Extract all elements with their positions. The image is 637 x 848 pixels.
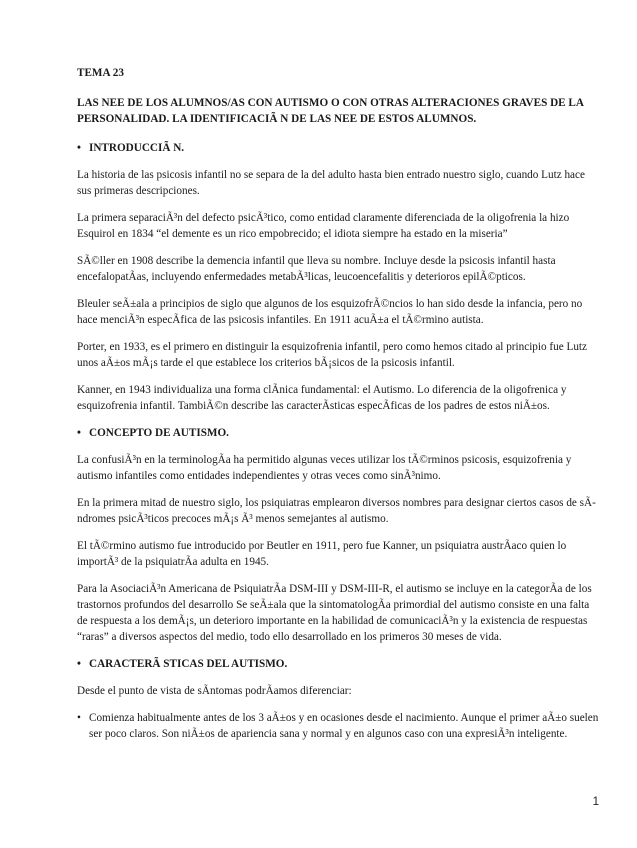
section-heading-caracteristicas (77, 656, 601, 672)
paragraph: La historia de las psicosis infantil no se separa de la del adulto hasta bien entrado nuestro siglo, cuando Lutz hace sus primeras descripciones. (77, 169, 585, 197)
paragraph: SÃ©ller en 1908 describe la demencia infantil que lleva su nombre. Incluye desde la psicosis infantil hasta encefalopatÃas, incluyendo enfermedades metabÃ³licas, leucoencefalitis y deterioros epilÃ©pticos. (77, 255, 556, 283)
paragraph: Desde el punto de vista de sÃntomas podrÃamos diferenciar: (77, 685, 352, 697)
bullet-icon: • (77, 427, 81, 439)
section-heading-introduccion (77, 140, 601, 156)
paragraph: En la primera mitad de nuestro siglo, los psiquiatras emplearon diversos nombres para designar ciertos casos de sÃndromes psicÃ³ticos precoces mÃ¡s Ã³ menos semejantes al autismo. (77, 497, 596, 525)
paragraph: Bleuler seÃ±ala a principios de siglo que algunos de los esquizofrÃ©ncios lo han sido desde la infancia, pero no hace menciÃ³n especÃfica de las psicosis infantiles. En 1911 acuÃ±a el tÃ©rmino autista. (77, 298, 583, 326)
paragraph: Para la AsociaciÃ³n Americana de PsiquiatrÃa DSM-III y DSM-III-R, el autismo se incluye en la categorÃa de los trastornos profundos del desarrollo Se seÃ±ala que la sintomatologÃa primordial del autismo consiste en una falta de respuesta a los demÃ¡s, un deterioro importante en la habilidad de comunicaciÃ³n y la existencia de respuestas “raras” a diversos aspectos del medio, todo ello desarrollado en los primeros 30 meses de vida. (77, 583, 592, 643)
paragraph: El tÃ©rmino autismo fue introducido por Beutler en 1911, pero fue Kanner, un psiquiatra austrÃaco quien lo importÃ³ de la psiquiatrÃa adulta en 1945. (77, 540, 567, 568)
section-heading-text: CONCEPTO DE AUTISMO. (89, 427, 229, 439)
document-subtitle: LAS NEE DE LOS ALUMNOS/AS CON AUTISMO O CON OTRAS ALTERACIONES GRAVES DE LA PERSONALIDAD. LA IDENTIFICACIÃ N DE LAS NEE DE ESTOS ALUMNOS. (77, 97, 584, 125)
paragraph: Kanner, en 1943 individualiza una forma clÃnica fundamental: el Autismo. Lo diferencia de la oligofrenica y esquizofrenia infantil. TambiÃ©n describe las caracterÃsticas especÃficas de los padres de estos niÃ±os. (77, 384, 567, 412)
bullet-icon: • (77, 142, 81, 154)
section-heading-concepto (77, 425, 601, 441)
document-title: TEMA 23 (77, 67, 124, 79)
document-page (77, 65, 601, 742)
section-heading-text: INTRODUCCIÃ N. (89, 142, 185, 154)
paragraph: Porter, en 1933, es el primero en distinguir la esquizofrenia infantil, pero como hemos citado al principio fue Lutz unos aÃ±os mÃ¡s tarde el que establece los criterios bÃ¡sicos de la psicosis infantil. (77, 341, 587, 369)
bullet-icon: • (77, 712, 81, 724)
list-item (77, 710, 601, 742)
list-item-text: Comienza habitualmente antes de los 3 aÃ±os y en ocasiones desde el nacimiento. Aunque el primer aÃ±o suelen ser poco claros. Son niÃ±os de apariencia sana y normal y en algunos caso con una expresiÃ³n inteligente. (89, 712, 599, 740)
page-number: 1 (592, 796, 599, 808)
paragraph: La primera separaciÃ³n del defecto psicÃ³tico, como entidad claramente diferenciada de la oligofrenia la hizo Esquirol en 1834 “el demente es un rico empobrecido; el idiota siempre ha estado en la miseria” (77, 212, 570, 240)
bullet-icon: • (77, 658, 81, 670)
section-heading-text: CARACTERÃ STICAS DEL AUTISMO. (89, 658, 288, 670)
paragraph: La confusiÃ³n en la terminologÃa ha permitido algunas veces utilizar los tÃ©rminos psicosis, esquizofrenia y autismo infantiles como entidades independientes y otras veces como sinÃ³nimo. (77, 454, 572, 482)
